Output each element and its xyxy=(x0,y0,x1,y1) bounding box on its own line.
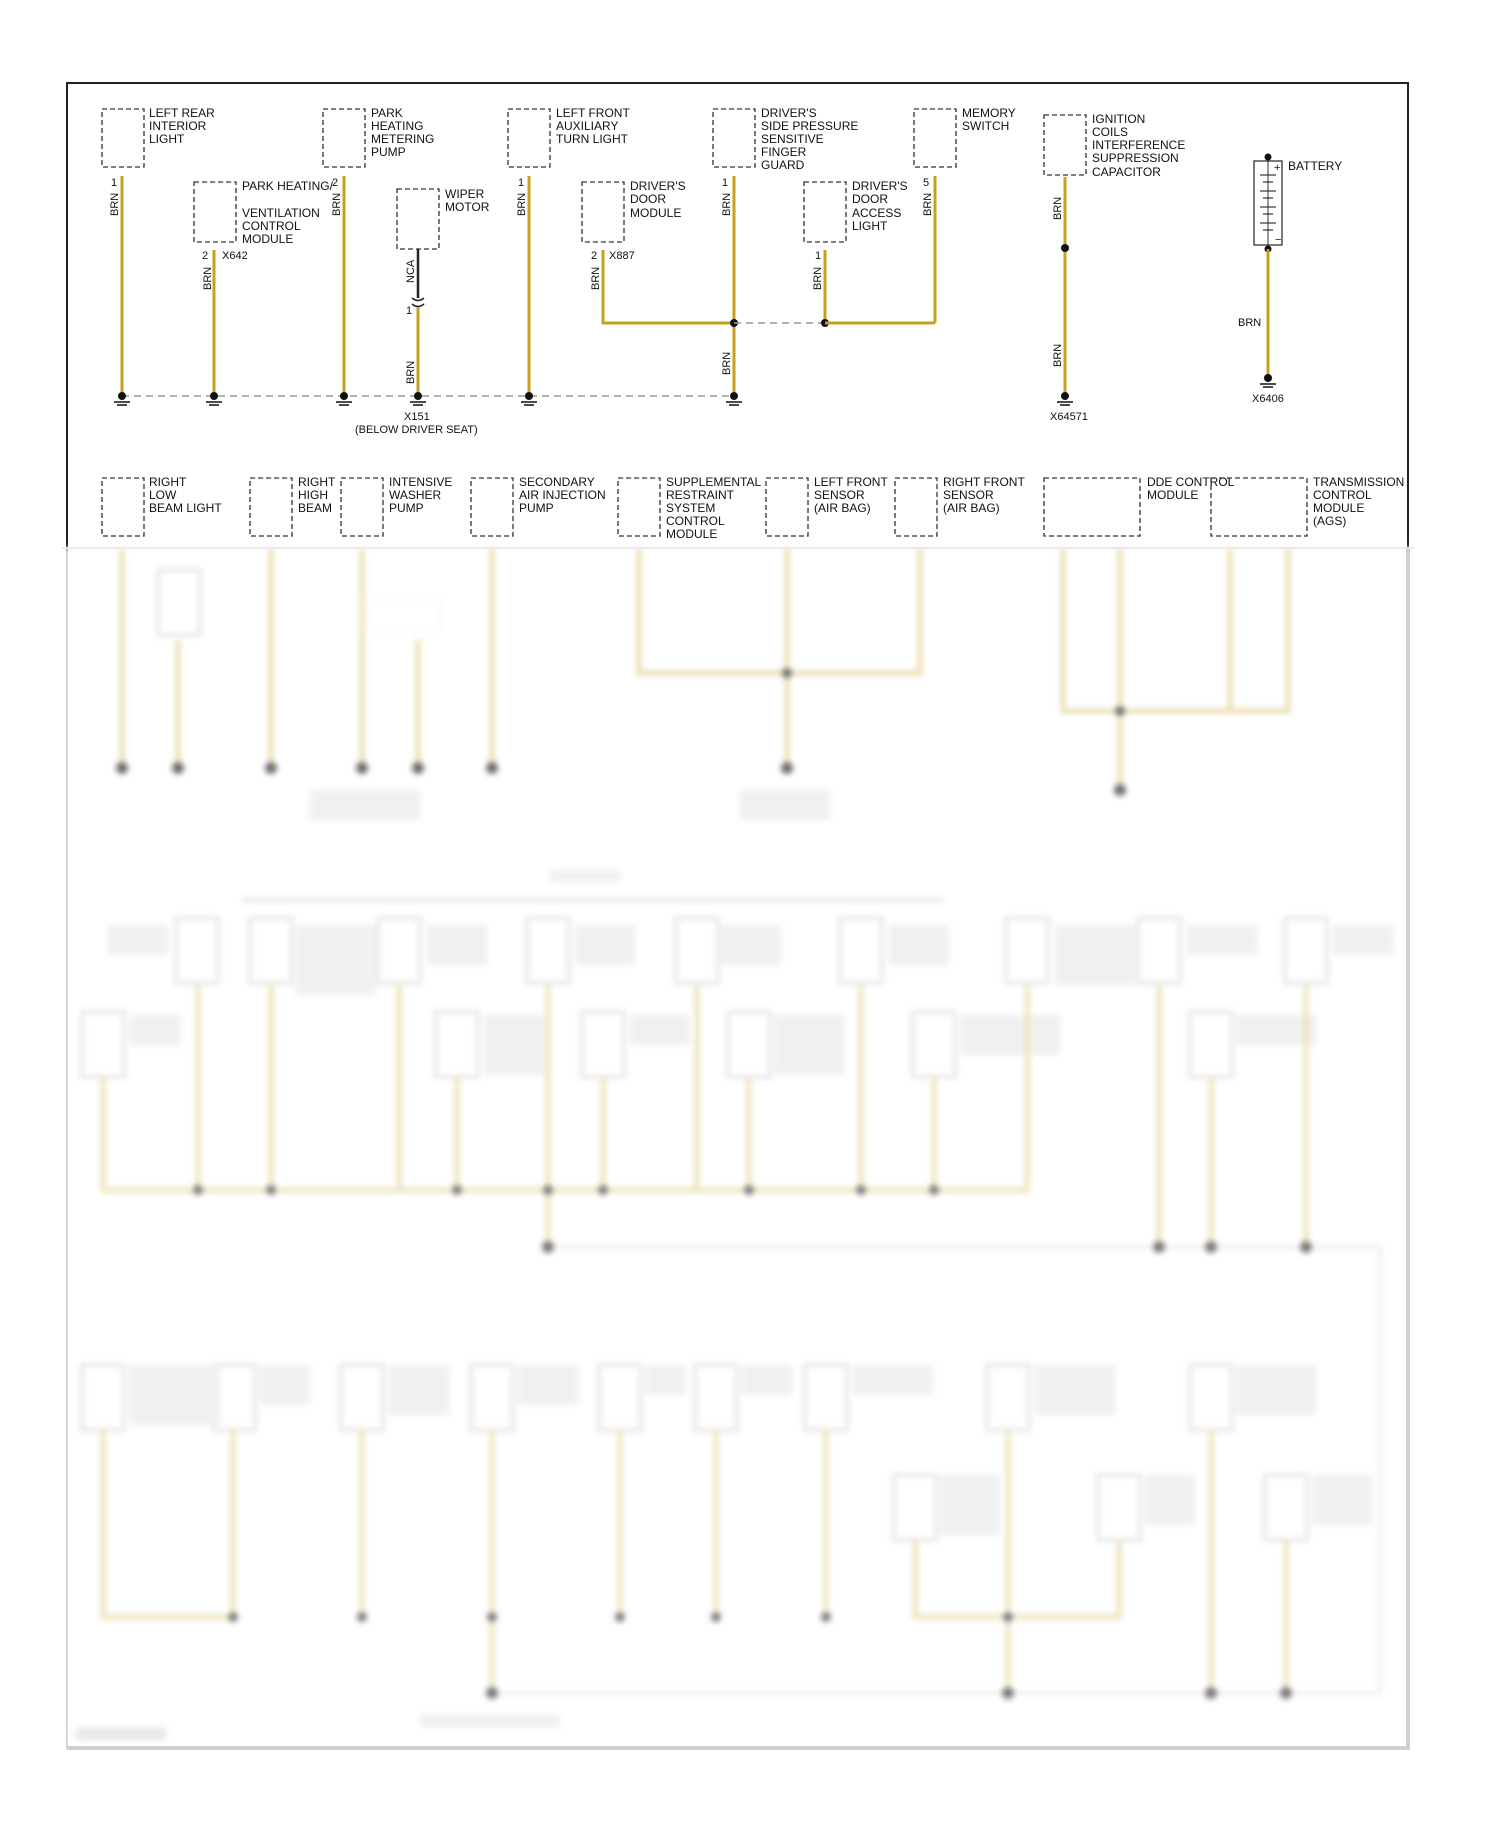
label-line: MODULE xyxy=(666,527,718,541)
label-line: COILS xyxy=(1092,125,1129,139)
label-line: SENSOR xyxy=(943,488,994,502)
label-line: MODULE xyxy=(242,232,294,246)
pin-number: 1 xyxy=(518,177,525,189)
component-left-rear-interior-light xyxy=(102,106,215,400)
svg-text:−: − xyxy=(1275,234,1282,246)
label-line: RIGHT xyxy=(298,475,336,489)
label-line: WASHER xyxy=(389,488,442,502)
component-memory-switch xyxy=(914,106,1016,323)
label-line: PARK HEATING/ xyxy=(242,179,333,193)
obscured-diagram-region xyxy=(62,548,1414,1753)
ground-symbols xyxy=(114,402,742,405)
label-line: DOOR xyxy=(852,192,888,206)
wire-color-label: BRN xyxy=(1052,196,1064,220)
pin-number: 1 xyxy=(722,177,729,189)
ground-label: X64571 xyxy=(1050,411,1088,423)
label-line: DRIVER'S xyxy=(630,179,686,193)
label-line: AIR INJECTION xyxy=(519,488,606,502)
label-line: MOTOR xyxy=(445,200,490,214)
wire-color-label: BRN xyxy=(721,192,733,216)
label-line: HEATING xyxy=(371,119,424,133)
wire-color-label: BRN xyxy=(922,192,934,216)
component-ignition-coils-capacitor xyxy=(1044,112,1185,423)
label-line: MODULE xyxy=(1147,488,1199,502)
label-line: IGNITION xyxy=(1092,112,1146,126)
label-line: SYSTEM xyxy=(666,501,716,515)
label-line: INTERIOR xyxy=(149,119,207,133)
row2-components xyxy=(102,475,1404,541)
label-line: SENSOR xyxy=(814,488,865,502)
component-drivers-door-access-light xyxy=(804,179,935,327)
label-line: BATTERY xyxy=(1288,159,1343,173)
label-line: BEAM LIGHT xyxy=(149,501,222,515)
component-battery xyxy=(1238,154,1342,406)
label-line: DDE CONTROL xyxy=(1147,475,1235,489)
label-line: CONTROL xyxy=(242,219,301,233)
label-line: DRIVER'S xyxy=(852,179,908,193)
wire-color-label: BRN xyxy=(721,351,733,375)
wire-color-label: NCA xyxy=(405,259,417,283)
ground-label-x151: X151 xyxy=(404,411,430,423)
label-line: (AIR BAG) xyxy=(943,501,1000,515)
svg-text:+: + xyxy=(1274,162,1281,174)
label-line: PUMP xyxy=(371,145,406,159)
label-line: CONTROL xyxy=(1313,488,1372,502)
label-line: TURN LIGHT xyxy=(556,132,628,146)
label-line: SWITCH xyxy=(962,119,1010,133)
pin-number: 5 xyxy=(923,177,930,189)
component-drivers-side-pressure-sensitive-finger-guard xyxy=(713,106,858,400)
label-line: METERING xyxy=(371,132,435,146)
label-line: (AIR BAG) xyxy=(814,501,871,515)
component-wiper-motor xyxy=(397,187,490,400)
connector-id: X642 xyxy=(222,250,248,262)
label-line: INTENSIVE xyxy=(389,475,453,489)
ground-label: X6406 xyxy=(1252,393,1284,405)
wire-color-label: BRN xyxy=(1052,343,1064,367)
label-line: PUMP xyxy=(389,501,424,515)
label-line: MODULE xyxy=(630,206,682,220)
wire-color-label: BRN xyxy=(1238,317,1262,329)
label-line: PUMP xyxy=(519,501,554,515)
label-line: GUARD xyxy=(761,158,805,172)
wire-color-label: BRN xyxy=(331,192,343,216)
label-line: SECONDARY xyxy=(519,475,595,489)
label-line: SIDE PRESSURE xyxy=(761,119,859,133)
wire-color-label: BRN xyxy=(590,266,602,290)
wire-color-label: BRN xyxy=(202,266,214,290)
wire-color-label: BRN xyxy=(516,192,528,216)
label-line: INTERFERENCE xyxy=(1092,138,1186,152)
label-line: RIGHT FRONT xyxy=(943,475,1025,489)
label-line: LEFT FRONT xyxy=(556,106,630,120)
label-line: WIPER xyxy=(445,187,485,201)
pin-number: 1 xyxy=(406,305,413,317)
label-line: CAPACITOR xyxy=(1092,165,1161,179)
label-line: RIGHT xyxy=(149,475,187,489)
label-line: SUPPLEMENTAL xyxy=(666,475,762,489)
label-line: DRIVER'S xyxy=(761,106,817,120)
pin-number: 2 xyxy=(591,250,598,262)
label-line: BEAM xyxy=(298,501,333,515)
label-line: FINGER xyxy=(761,145,807,159)
label-line: LOW xyxy=(149,488,177,502)
wire-color-label: BRN xyxy=(109,192,121,216)
wire-color-label: BRN xyxy=(812,266,824,290)
component-park-heating-ventilation-control-module xyxy=(194,179,334,400)
label-line: AUXILIARY xyxy=(556,119,619,133)
label-line: LIGHT xyxy=(149,132,185,146)
label-line: (AGS) xyxy=(1313,514,1347,528)
wire-color-label: BRN xyxy=(405,360,417,384)
pin-number: 1 xyxy=(815,250,822,262)
label-line: MEMORY xyxy=(962,106,1016,120)
label-line: HIGH xyxy=(298,488,328,502)
component-drivers-door-module xyxy=(582,179,734,323)
label-line: LEFT FRONT xyxy=(814,475,888,489)
ground-location-x151: (BELOW DRIVER SEAT) xyxy=(355,424,478,436)
connector-id: X887 xyxy=(609,250,635,262)
label-line: ACCESS xyxy=(852,206,902,220)
pin-number: 1 xyxy=(111,177,118,189)
label-line: MODULE xyxy=(1313,501,1365,515)
label-line: SUPPRESSION xyxy=(1092,151,1179,165)
label-line: SENSITIVE xyxy=(761,132,824,146)
label-line: TRANSMISSION xyxy=(1313,475,1405,489)
label-line: CONTROL xyxy=(666,514,725,528)
pin-number: 2 xyxy=(332,177,339,189)
label-line: VENTILATION xyxy=(242,206,320,220)
pin-number: 2 xyxy=(202,250,209,262)
label-line: DOOR xyxy=(630,192,666,206)
label-line: PARK xyxy=(371,106,403,120)
label-line: RESTRAINT xyxy=(666,488,735,502)
label-line: LEFT REAR xyxy=(149,106,215,120)
label-line: LIGHT xyxy=(852,219,888,233)
